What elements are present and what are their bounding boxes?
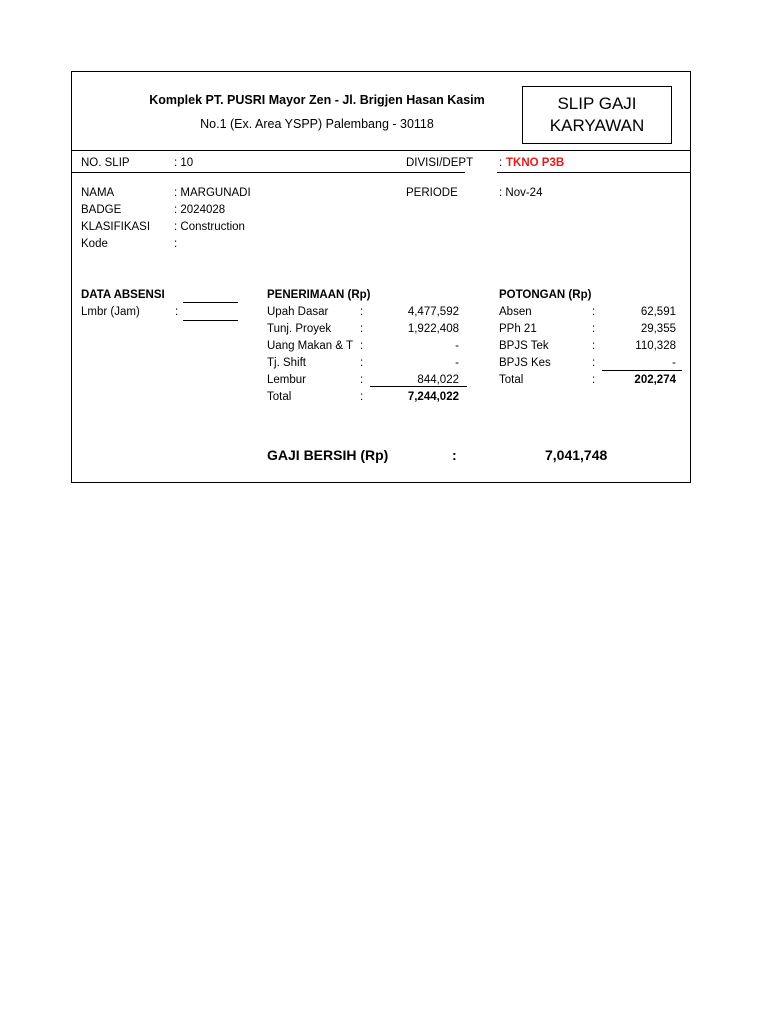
gaji-bersih-label: GAJI BERSIH (Rp): [267, 447, 389, 463]
penerimaan-title: PENERIMAAN (Rp): [267, 289, 371, 301]
penerimaan-label: Upah Dasar: [267, 306, 329, 318]
potongan-value: -: [672, 357, 676, 369]
company-address-line2: No.1 (Ex. Area YSPP) Palembang - 30118: [200, 117, 434, 131]
potongan-label: BPJS Tek: [499, 340, 549, 352]
klasifikasi-value: : Construction: [174, 221, 245, 233]
no-slip-value: : 10: [174, 157, 194, 169]
penerimaan-value: 1,922,408: [407, 323, 459, 335]
potongan-total-label: Total: [499, 374, 524, 386]
penerimaan-value: -: [455, 340, 459, 352]
nama-value: : MARGUNADI: [174, 187, 251, 199]
salary-slip: [71, 71, 691, 483]
periode-value: : Nov-24: [499, 187, 543, 199]
penerimaan-total-value: 7,244,022: [407, 391, 459, 403]
badge-label: BADGE: [81, 204, 122, 216]
divider-top: [72, 150, 690, 151]
potongan-total-value: 202,274: [634, 374, 676, 386]
potongan-colon: :: [592, 323, 596, 335]
penerimaan-colon: :: [360, 357, 364, 369]
kode-value: :: [174, 238, 178, 250]
penerimaan-total-label: Total: [267, 391, 292, 403]
potongan-label: Absen: [499, 306, 532, 318]
potongan-value: 110,328: [635, 340, 676, 352]
penerimaan-value: 844,022: [417, 374, 459, 386]
potongan-colon: :: [592, 357, 596, 369]
absensi-title-underline: [183, 302, 238, 303]
badge-value: : 2024028: [174, 204, 226, 216]
divider-slip-right: [497, 172, 690, 173]
potongan-colon: :: [592, 306, 596, 318]
penerimaan-value: -: [455, 357, 459, 369]
absensi-title: DATA ABSENSI: [81, 289, 165, 301]
potongan-colon: :: [592, 340, 596, 352]
penerimaan-colon: :: [360, 340, 364, 352]
potongan-label: BPJS Kes: [499, 357, 551, 369]
lmbr-label: Lmbr (Jam): [81, 306, 140, 318]
gaji-bersih-value: 7,041,748: [545, 447, 608, 463]
kode-label: Kode: [81, 238, 108, 250]
gaji-bersih-colon: :: [452, 447, 457, 463]
penerimaan-value: 4,477,592: [407, 306, 459, 318]
penerimaan-colon: :: [360, 323, 364, 335]
penerimaan-label: Tj. Shift: [267, 357, 306, 369]
penerimaan-sum-line: [370, 386, 467, 387]
divider-slip-left: [72, 172, 465, 173]
penerimaan-colon: :: [360, 306, 364, 318]
potongan-label: PPh 21: [499, 323, 537, 335]
klasifikasi-label: KLASIFIKASI: [81, 221, 151, 233]
potongan-value: 62,591: [640, 306, 676, 318]
penerimaan-label: Uang Makan & T: [267, 340, 354, 352]
company-address-line1: Komplek PT. PUSRI Mayor Zen - Jl. Brigjen Hasan Kasim: [149, 93, 485, 107]
penerimaan-total-colon: :: [360, 391, 364, 403]
lmbr-underline: [183, 320, 238, 321]
potongan-value: 29,355: [640, 323, 676, 335]
penerimaan-label: Lembur: [267, 374, 306, 386]
no-slip-label: NO. SLIP: [81, 157, 130, 169]
lmbr-colon: :: [175, 306, 179, 318]
divisi-value: TKNO P3B: [506, 157, 565, 169]
potongan-total-colon: :: [592, 374, 596, 386]
penerimaan-colon: :: [360, 374, 364, 386]
nama-label: NAMA: [81, 187, 115, 199]
potongan-sum-line: [602, 370, 682, 371]
slip-title-line1: SLIP GAJI: [557, 94, 637, 113]
divisi-label: DIVISI/DEPT: [406, 157, 474, 169]
slip-title-box: [522, 86, 672, 144]
divisi-colon: :: [499, 157, 503, 169]
periode-label: PERIODE: [406, 187, 458, 199]
potongan-title: POTONGAN (Rp): [499, 289, 592, 301]
slip-title-line2: KARYAWAN: [549, 116, 645, 135]
penerimaan-label: Tunj. Proyek: [267, 323, 332, 335]
